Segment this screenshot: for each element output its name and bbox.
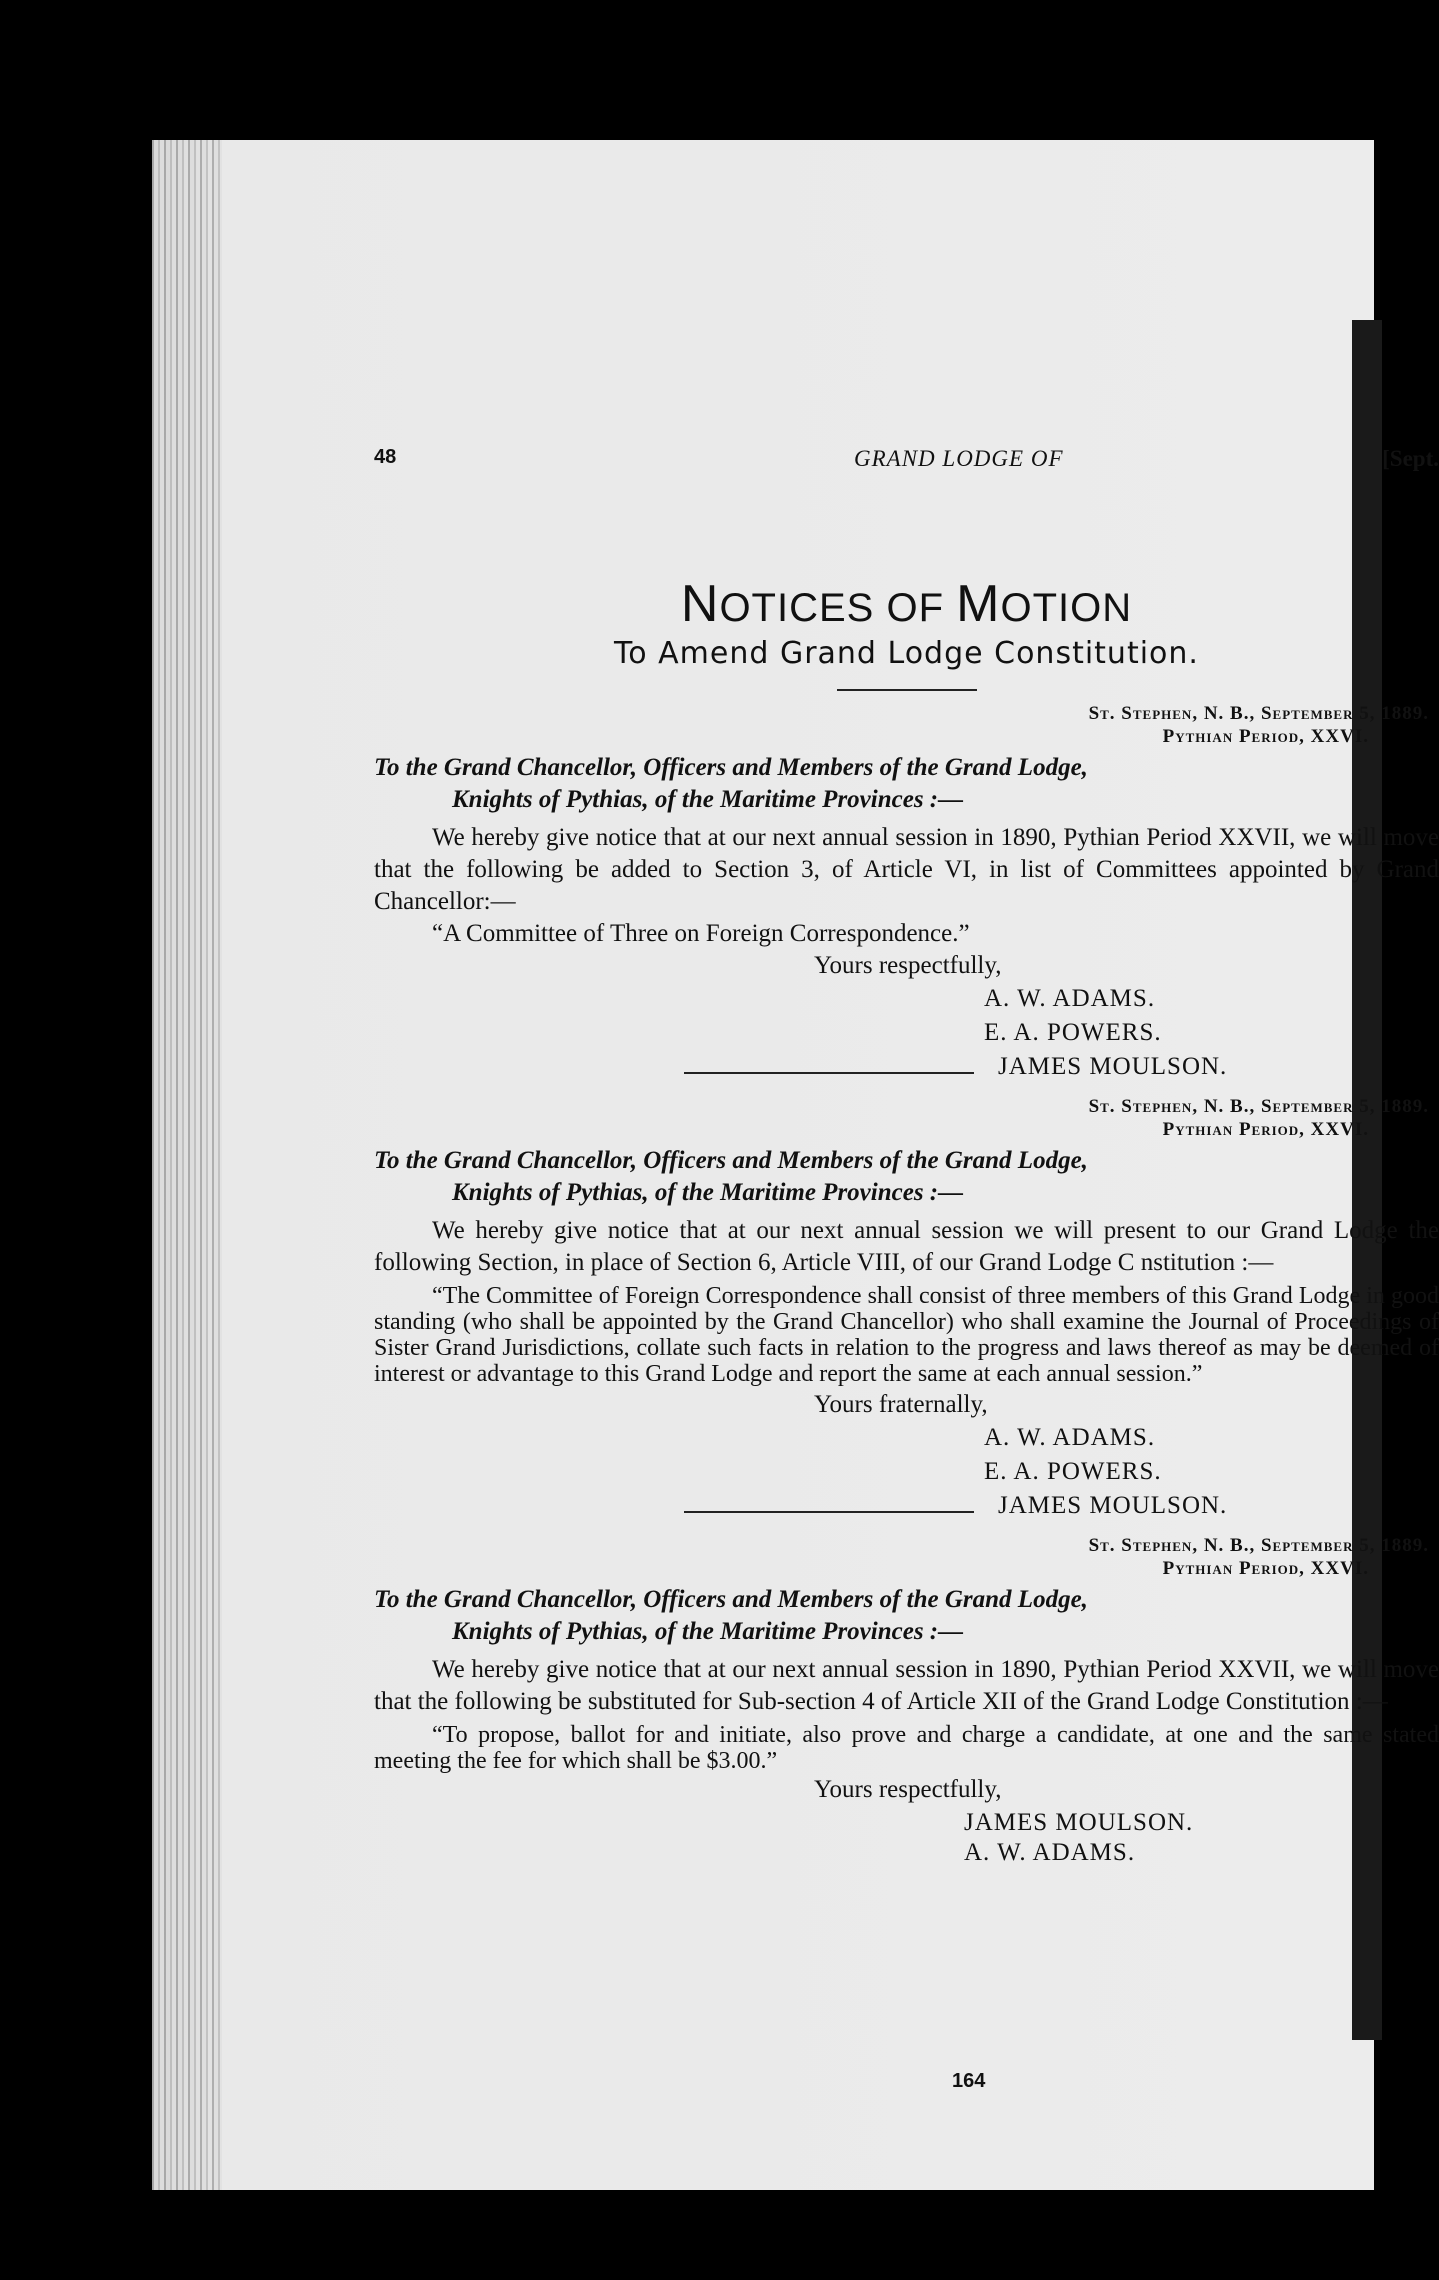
notice-address: To the Grand Chancellor, Officers and Members of the Grand Lodge, [374,1586,1088,1613]
notice-closing: Yours fraternally, [814,1391,988,1418]
notice-date: St. Stephen, N. B., September 5, 1889. [1088,1096,1429,1117]
notice-quote: “The Committee of Foreign Correspondence shall consist of three members of this Grand Lodge in good standing (who shall be appointed by the Grand Chancellor) who shall examine the Journal of Proceedings of Sister Grand Jurisdictions, collate such facts in relation to the progress and laws thereof as may be deemed of interest or advantage to this Grand Lodge and report the same at each annual session.” [374,1283,1439,1387]
sheet-number: 164 [952,2070,986,2092]
notice-period: Pythian Period, XXVI. [1162,1119,1369,1140]
page-title: NOTICES OF MOTION [680,575,1133,633]
page-gutter [152,140,222,2190]
notice-address-cont: Knights of Pythias, of the Maritime Provinces :— [452,1179,964,1206]
notice-closing: Yours respectfully, [814,952,1002,979]
title-rule [837,689,977,691]
signature: E. A. POWERS. [984,1019,1162,1046]
running-header [374,440,1439,488]
separator-rule [684,1072,974,1074]
notice-period: Pythian Period, XXVI. [1162,1558,1369,1579]
signature: A. W. ADAMS. [984,985,1156,1012]
signature: A. W. ADAMS. [984,1424,1156,1451]
notice-paragraph: We hereby give notice that at our next annual session in 1890, Pythian Period XXVII, we will move that the following be added to Section 3, of Article VI, in list of Committees appointed by Grand Chancellor:— [374,824,1439,915]
page-content [374,440,1439,1866]
notice-address-cont: Knights of Pythias, of the Maritime Provinces :— [452,1618,964,1645]
running-month: [Sept. [1382,446,1439,471]
notice-paragraph: We hereby give notice that at our next annual session in 1890, Pythian Period XXVII, we will move that the following be substituted for Sub-section 4 of Article XII of the Grand Lodge Constitution :— [374,1656,1439,1715]
signature: A. W. ADAMS. [964,1839,1136,1866]
notice-quote: “A Committee of Three on Foreign Correspondence.” [432,920,970,947]
notice-period: Pythian Period, XXVI. [1162,726,1369,747]
notice-2 [374,1094,1439,1523]
running-title: GRAND LODGE OF [854,446,1064,471]
notice-address: To the Grand Chancellor, Officers and Members of the Grand Lodge, [374,1147,1088,1174]
notice-address: To the Grand Chancellor, Officers and Members of the Grand Lodge, [374,754,1088,781]
signature: JAMES MOULSON. [998,1053,1228,1080]
signature-row [374,1489,1439,1523]
notice-date: St. Stephen, N. B., September 5, 1889. [1088,1535,1429,1556]
signature: JAMES MOULSON. [998,1492,1228,1519]
book-page [152,140,1439,2190]
notice-quote: “To propose, ballot for and initiate, also prove and charge a candidate, at one and the same stated meeting the fee for which shall be $3.00.” [374,1722,1439,1774]
notice-address-cont: Knights of Pythias, of the Maritime Provinces :— [452,786,964,813]
signature: E. A. POWERS. [984,1458,1162,1485]
notice-paragraph: We hereby give notice that at our next annual session we will present to our Grand Lodge the following Section, in place of Section 6, Article VIII, of our Grand Lodge C nstitution :— [374,1217,1439,1276]
page-subtitle: To Amend Grand Lodge Constitution. [614,636,1199,671]
notice-closing: Yours respectfully, [814,1776,1002,1803]
separator-rule [684,1511,974,1513]
page-number: 48 [374,446,397,468]
notice-1 [374,701,1439,1084]
notice-date: St. Stephen, N. B., September 5, 1889. [1088,703,1429,724]
signature: JAMES MOULSON. [964,1809,1194,1836]
notice-3 [374,1533,1439,1866]
signature-row [374,1050,1439,1084]
